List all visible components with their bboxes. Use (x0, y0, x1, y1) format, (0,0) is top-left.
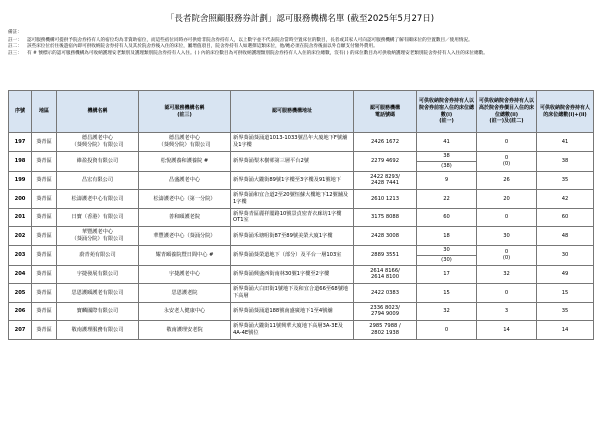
cell-beds2: 0 (477, 208, 537, 227)
cell-district: 葵青區 (32, 133, 57, 152)
bed-count-value: 38 (417, 152, 476, 162)
cell-address: 新界葵涌葵涌道188號南盛廣地下1至4號舖 (231, 302, 354, 321)
cell-beds1: 18 (417, 227, 477, 246)
cell-beds1 (417, 245, 477, 265)
cell-phone: 2336 8023/ 2794 9009 (354, 302, 417, 321)
table-row (9, 190, 594, 209)
cell-beds1: 0 (417, 321, 477, 340)
table-row (9, 171, 594, 190)
cell-provider: 永安老人健康中心 (139, 302, 231, 321)
header-beds2: 可供收納院舍券持有人以高於院舍券價目入住的床位總數(ii) (註一)及(註二) (477, 91, 537, 133)
cell-address: 新界葵涌和宜合道2至20號恒蘇大樓地下12號舖及1字樓 (231, 190, 354, 209)
cell-address: 新界葵涌興盛西街南林30號1字樓至2字樓 (231, 265, 354, 284)
cell-phone: 2610 1213 (354, 190, 417, 209)
cell-provider: 華豐護老中心（葵涌分院） (139, 227, 231, 246)
cell-phone: 2889 3551 (354, 245, 417, 265)
table-row (9, 265, 594, 284)
cell-beds1: 15 (417, 284, 477, 303)
note-number: 註三： (8, 50, 22, 56)
header-district: 地區 (32, 91, 57, 133)
cell-district: 葵青區 (32, 190, 57, 209)
cell-provider: 松濤護老中心（第一分院） (139, 190, 231, 209)
cell-address: 新界葵涌大隴街89號1字樓至3字樓及91號地下 (231, 171, 354, 190)
cell-total: 35 (537, 171, 594, 190)
header-beds1: 可供收納院舍券持有人以院舍券前宿入住的床位總數(i) (註一) (417, 91, 477, 133)
cell-org: 宇捷發展有限公司 (57, 265, 139, 284)
cell-seq: 198 (9, 151, 32, 171)
table-row (9, 245, 594, 265)
cell-seq: 200 (9, 190, 32, 209)
remarks-label: 備註： (8, 30, 22, 35)
table-row (9, 151, 594, 171)
cell-provider: 德昌護老中心 （葵興分院）有限公司 (139, 133, 231, 152)
cell-org: 寶麟國際有限公司 (57, 302, 139, 321)
cell-org: 蔚青苑有限公司 (57, 245, 139, 265)
cell-beds1: 32 (417, 302, 477, 321)
cell-phone: 2279 4692 (354, 151, 417, 171)
cell-total: 38 (537, 151, 594, 171)
cell-provider: 敬南護理安老院 (139, 321, 231, 340)
bed-count-value: (38) (441, 162, 452, 169)
cell-org: 德昌護老中心 （葵興分院）有限公司 (57, 133, 139, 152)
cell-district: 葵青區 (32, 284, 57, 303)
cell-seq: 205 (9, 284, 32, 303)
cell-beds2: 20 (477, 190, 537, 209)
header-address: 認可服務機構地址 (231, 91, 354, 133)
cell-org: 松濤護老中心有限公司 (57, 190, 139, 209)
provider-table (8, 90, 594, 340)
cell-seq: 207 (9, 321, 32, 340)
cell-seq: 206 (9, 302, 32, 321)
cell-org: 敬南護理服務有限公司 (57, 321, 139, 340)
cell-beds2: 0 (0) (477, 151, 537, 171)
cell-address: 新界葵涌大白田街1號地下及和宜合道66至68號地下高層 (231, 284, 354, 303)
table-row (9, 284, 594, 303)
cell-seq: 201 (9, 208, 32, 227)
cell-address: 新界葵青區麗祥閣路10號景貞密青衣廊坊1字樓OT1室 (231, 208, 354, 227)
cell-address: 新界葵涌梨木樹邨第三層平台2號 (231, 151, 354, 171)
cell-beds1 (417, 151, 477, 171)
cell-total: 42 (537, 190, 594, 209)
cell-beds1: 9 (417, 171, 477, 190)
cell-district: 葵青區 (32, 227, 57, 246)
cell-beds1: 22 (417, 190, 477, 209)
cell-seq: 197 (9, 133, 32, 152)
cell-address: 新界葵涌葵涌道1013-1033號昌年大廈地下F號舖及1字樓 (231, 133, 354, 152)
table-row (9, 302, 594, 321)
cell-phone: 2985 7988 / 2802 1938 (354, 321, 417, 340)
cell-beds1: 17 (417, 265, 477, 284)
cell-seq: 203 (9, 245, 32, 265)
cell-beds2: 14 (477, 321, 537, 340)
header-seq: 序號 (9, 91, 32, 133)
page-title: 「長者院舍照顧服務券計劃」認可服務機構名單 (截至2025年5月27日) (165, 14, 435, 24)
cell-district: 葵青區 (32, 208, 57, 227)
cell-address: 新界葵涌葵榮道地下（部分）及平台一層103室 (231, 245, 354, 265)
bed-count-value: (30) (441, 256, 452, 263)
cell-total: 49 (537, 265, 594, 284)
cell-phone: 2422 8293/ 2428 7441 (354, 171, 417, 190)
cell-beds2: 0 (0) (477, 245, 537, 265)
header-org: 機構名稱 (57, 91, 139, 133)
cell-address: 新界葵涌禾塘咀街87至89號美榮大廈1字樓 (231, 227, 354, 246)
cell-provider: 思恩護老院 (139, 284, 231, 303)
cell-provider: 昌盛護老中心 (139, 171, 231, 190)
cell-org: 日寶（香港）有限公司 (57, 208, 139, 227)
cell-district: 葵青區 (32, 245, 57, 265)
cell-beds2: 0 (477, 284, 537, 303)
note-text: 有 # 號標示的認可服務機構為可收納護理安老類別及護理類別院舍券持有人入住。( ) 內的床位數目為可供收納護理類別院舍券持有人入住的床位總數，沒有( ) 的床位數目為可供收納護理安老類別院舍券持有人入住的床位總數。 (27, 50, 488, 56)
cell-phone: 2422 0383 (354, 284, 417, 303)
table-row (9, 208, 594, 227)
header-provider: 認可服務機構名稱 (註三) (139, 91, 231, 133)
cell-total: 48 (537, 227, 594, 246)
cell-org: 昌宏有限公司 (57, 171, 139, 190)
cell-beds2: 3 (477, 302, 537, 321)
cell-total: 14 (537, 321, 594, 340)
remarks (8, 30, 594, 57)
cell-district: 葵青區 (32, 151, 57, 171)
cell-district: 葵青區 (32, 265, 57, 284)
cell-district: 葵青區 (32, 302, 57, 321)
cell-beds2: 32 (477, 265, 537, 284)
cell-org: 思恩護頤護老有限公司 (57, 284, 139, 303)
cell-phone: 2426 1672 (354, 133, 417, 152)
note-3 (8, 51, 594, 58)
cell-total: 41 (537, 133, 594, 152)
cell-district: 葵青區 (32, 171, 57, 190)
cell-org: 華豐護老中心 （葵涌分院）有限公司 (57, 227, 139, 246)
cell-total: 35 (537, 302, 594, 321)
cell-org: 維盈投資有限公司 (57, 151, 139, 171)
table-row (9, 227, 594, 246)
cell-address: 新界葵涌大隴街11號興華大廈地下高層3A-3E及4A-4E號位 (231, 321, 354, 340)
cell-district: 葵青區 (32, 321, 57, 340)
cell-beds2: 30 (477, 227, 537, 246)
cell-phone: 2614 8166/ 2614 8100 (354, 265, 417, 284)
cell-phone: 3175 8088 (354, 208, 417, 227)
cell-seq: 204 (9, 265, 32, 284)
cell-phone: 2428 3008 (354, 227, 417, 246)
table-row (9, 133, 594, 152)
header-phone: 認可服務機構 電話號碼 (354, 91, 417, 133)
cell-provider: 善和頤護老院 (139, 208, 231, 227)
cell-beds1: 41 (417, 133, 477, 152)
table-row (9, 321, 594, 340)
table-header-row (9, 91, 594, 133)
cell-provider: 松悅護養和護養院 # (139, 151, 231, 171)
cell-beds2: 26 (477, 171, 537, 190)
note-text: 該些床位位於住後遊宿內即可供收納院舍券持有人及其於院舍券後入住的床位，屬增值項目，院舍券持有人如選擇這類床位，他/她必須在院舍券後面以外自願支付額外費用。 (27, 44, 378, 49)
cell-beds1: 60 (417, 208, 477, 227)
header-total: 可供收納院舍券持有人的床位總數(i)+(ii) (537, 91, 594, 133)
cell-provider: 耀青頤養院暨日間中心 # (139, 245, 231, 265)
cell-seq: 202 (9, 227, 32, 246)
bed-count-value: 30 (417, 246, 476, 256)
cell-total: 60 (537, 208, 594, 227)
cell-beds2: 0 (477, 133, 537, 152)
note-number: 註二： (8, 44, 22, 49)
cell-total: 15 (537, 284, 594, 303)
cell-provider: 宇捷護老中心 (139, 265, 231, 284)
cell-seq: 199 (9, 171, 32, 190)
note-text: 認可服務機構可提供予院舍券持有人的宿位均為非資助宿位，而這些宿位同時亦可供給非院舍券持有人，以上數字並不代表院舍當時空置床位的數目，長者或其家人可向認可服務機構了解有關床位的空置數目／使用情況。 (27, 37, 473, 43)
table-body (9, 133, 594, 340)
note-number: 註一： (8, 37, 22, 43)
cell-total: 30 (537, 245, 594, 265)
